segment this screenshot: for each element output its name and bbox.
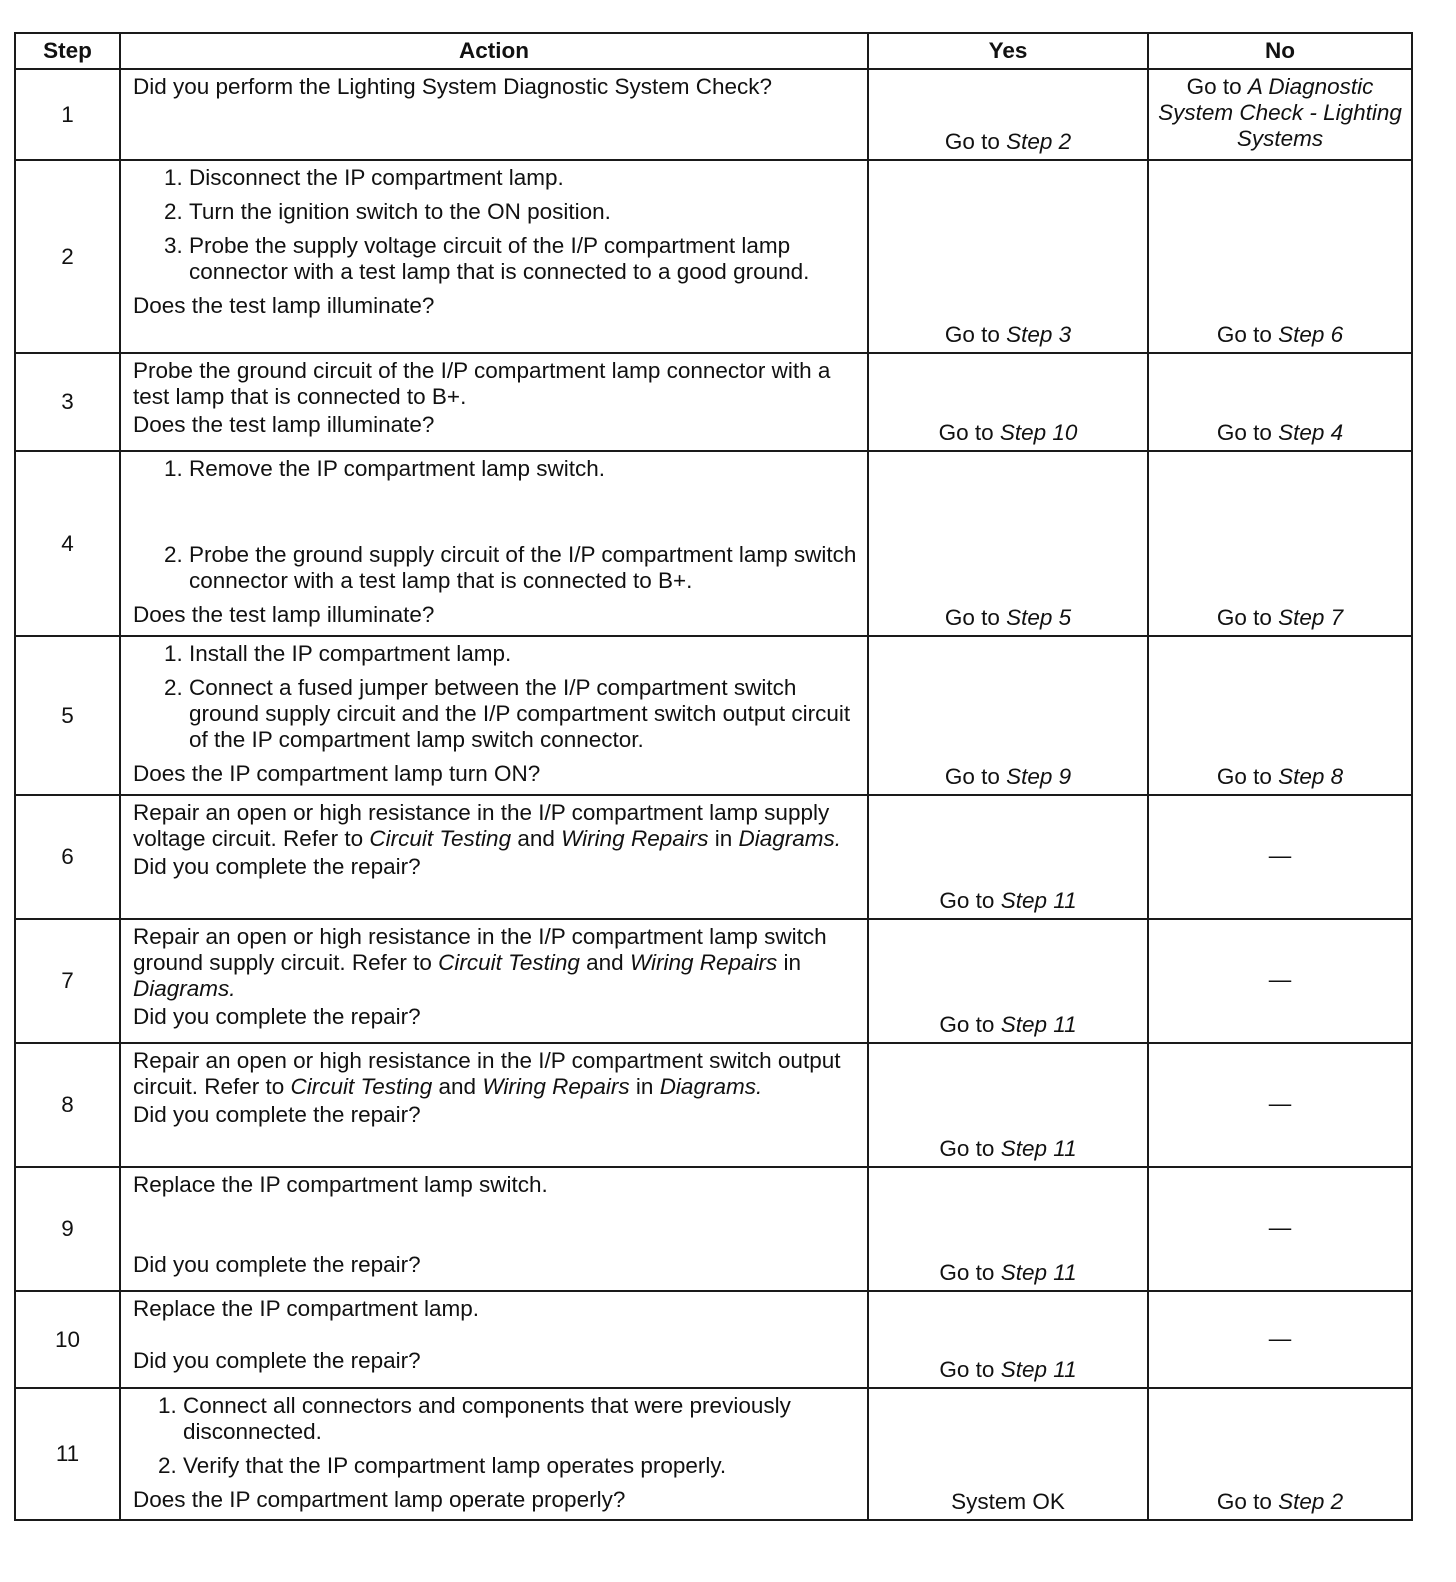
reference-circuit-testing: Circuit Testing [438, 950, 580, 975]
action-question: Did you complete the repair? [133, 1004, 421, 1029]
step-number: 9 [15, 1167, 120, 1291]
yes-step-link: Step 10 [999, 420, 1078, 445]
yes-prefix: Go to [939, 888, 1001, 913]
action-question: Did you complete the repair? [133, 854, 421, 879]
reference-diagrams: Diagrams. [659, 1074, 763, 1099]
diagnostic-table [14, 32, 1413, 1521]
no-cell: — [1148, 1167, 1412, 1291]
header-row [15, 33, 1412, 69]
reference-diagrams: Diagrams. [133, 976, 236, 1001]
yes-prefix: Go to [938, 420, 1000, 445]
no-prefix: Go to [1216, 1489, 1279, 1514]
action-cell [120, 919, 868, 1043]
action-cell [120, 636, 868, 795]
no-step-link: Step 7 [1278, 605, 1344, 630]
step-number: 2 [15, 160, 120, 353]
yes-prefix: Go to [939, 1260, 1001, 1285]
yes-prefix: Go to [944, 129, 1007, 154]
yes-cell [868, 1043, 1148, 1167]
step-number: 1 [15, 69, 120, 160]
table-row [15, 160, 1412, 353]
table-row [15, 1291, 1412, 1388]
yes-cell [868, 160, 1148, 353]
action-text-part: and [432, 1074, 483, 1099]
action-text: Replace the IP compartment lamp. [133, 1296, 480, 1321]
no-step-link: Step 2 [1278, 1489, 1344, 1514]
step-number: 8 [15, 1043, 120, 1167]
table-row [15, 636, 1412, 795]
yes-prefix: Go to [939, 1136, 1001, 1161]
reference-circuit-testing: Circuit Testing [369, 826, 512, 851]
action-text-part: Repair an open or high resistance in the I/P compartment lamp switch ground supply circuit. Refer to [133, 924, 827, 975]
action-text [133, 924, 857, 1002]
action-cell [120, 1291, 868, 1388]
action-list [133, 1393, 857, 1479]
action-question: Did you complete the repair? [133, 1348, 421, 1373]
action-text: Probe the ground circuit of the I/P compartment lamp connector with a test lamp that is connected to B+. [133, 358, 831, 409]
yes-step-link: Step 2 [1006, 129, 1072, 154]
header-no: No [1148, 33, 1412, 69]
action-text-part: in [629, 1074, 660, 1099]
action-item: 2. Verify that the IP compartment lamp operates properly. [183, 1453, 857, 1479]
no-prefix: Go to [1216, 605, 1279, 630]
action-list [133, 165, 857, 285]
yes-prefix: Go to [944, 764, 1007, 789]
action-item: 2. Probe the ground supply circuit of the I/P compartment lamp switch connector with a test lamp that is connected to B+. [189, 542, 857, 594]
no-prefix: Go to [1186, 74, 1248, 99]
yes-step-link: Step 11 [1000, 1136, 1077, 1161]
yes-step-link: Step 11 [1000, 888, 1077, 913]
action-cell [120, 1043, 868, 1167]
no-cell [1148, 160, 1412, 353]
yes-cell: System OK [868, 1388, 1148, 1520]
step-number: 5 [15, 636, 120, 795]
no-prefix: Go to [1216, 322, 1279, 347]
step-number: 4 [15, 451, 120, 636]
step-number: 10 [15, 1291, 120, 1388]
action-text: Did you perform the Lighting System Diagnostic System Check? [133, 74, 773, 99]
action-item: 1. Connect all connectors and components that were previously disconnected. [183, 1393, 857, 1445]
header-step: Step [15, 33, 120, 69]
reference-diagrams: Diagrams. [738, 826, 842, 851]
action-cell [120, 451, 868, 636]
table-row [15, 1388, 1412, 1520]
yes-cell [868, 1291, 1148, 1388]
action-cell [120, 353, 868, 451]
action-text-part: in [708, 826, 739, 851]
yes-cell [868, 636, 1148, 795]
yes-step-link: Step 11 [1000, 1260, 1077, 1285]
action-item: 3. Probe the supply voltage circuit of the I/P compartment lamp connector with a test lamp that is connected to a good ground. [189, 233, 857, 285]
reference-wiring-repairs: Wiring Repairs [482, 1074, 630, 1099]
yes-step-link: Step 9 [1006, 764, 1072, 789]
yes-step-link: Step 11 [1000, 1357, 1077, 1382]
action-question: Does the test lamp illuminate? [133, 293, 435, 318]
action-question: Does the test lamp illuminate? [133, 602, 435, 627]
action-text-part: and [579, 950, 630, 975]
action-cell [120, 160, 868, 353]
table-row [15, 353, 1412, 451]
no-cell [1148, 69, 1412, 160]
action-question: Did you complete the repair? [133, 1252, 421, 1277]
action-question: Did you complete the repair? [133, 1102, 421, 1127]
yes-step-link: Step 5 [1006, 605, 1072, 630]
action-text-part: in [777, 950, 802, 975]
no-step-link: Step 4 [1278, 420, 1344, 445]
header-action: Action [120, 33, 868, 69]
no-step-link: Step 8 [1278, 764, 1344, 789]
action-question: Does the test lamp illuminate? [133, 412, 435, 437]
action-list [133, 641, 857, 753]
reference-wiring-repairs: Wiring Repairs [561, 826, 709, 851]
action-item: 2. Turn the ignition switch to the ON position. [189, 199, 857, 225]
header-yes: Yes [868, 33, 1148, 69]
action-list [133, 456, 857, 594]
yes-step-link: Step 3 [1006, 322, 1072, 347]
table-row [15, 1043, 1412, 1167]
yes-prefix: Go to [944, 322, 1007, 347]
action-cell [120, 69, 868, 160]
table-row [15, 795, 1412, 919]
action-item: 1. Install the IP compartment lamp. [189, 641, 857, 667]
action-item: 1. Disconnect the IP compartment lamp. [189, 165, 857, 191]
action-cell [120, 795, 868, 919]
action-cell [120, 1388, 868, 1520]
action-text [133, 800, 857, 852]
action-text-part: and [511, 826, 562, 851]
yes-cell [868, 353, 1148, 451]
yes-cell [868, 919, 1148, 1043]
step-number: 6 [15, 795, 120, 919]
no-cell: — [1148, 1291, 1412, 1388]
action-text: Replace the IP compartment lamp switch. [133, 1172, 548, 1197]
no-cell [1148, 1388, 1412, 1520]
no-step-link: Step 6 [1278, 322, 1344, 347]
no-step-link: A Diagnostic System Check - Lighting Systems [1158, 74, 1402, 151]
action-text-part: Repair an open or high resistance in the I/P compartment lamp supply voltage circuit. Refer to [133, 800, 830, 851]
yes-cell [868, 795, 1148, 919]
no-cell [1148, 451, 1412, 636]
yes-cell [868, 69, 1148, 160]
action-item: 1. Remove the IP compartment lamp switch. [189, 456, 857, 482]
action-question: Does the IP compartment lamp turn ON? [133, 761, 541, 786]
step-number: 3 [15, 353, 120, 451]
yes-prefix: Go to [944, 605, 1007, 630]
action-cell [120, 1167, 868, 1291]
yes-step-link: Step 11 [1000, 1012, 1077, 1037]
step-number: 11 [15, 1388, 120, 1520]
step-number: 7 [15, 919, 120, 1043]
reference-wiring-repairs: Wiring Repairs [629, 950, 778, 975]
action-item: 2. Connect a fused jumper between the I/P compartment switch ground supply circuit and the I/P compartment switch output circuit of the IP compartment lamp switch connector. [189, 675, 857, 753]
action-text [133, 1048, 857, 1100]
no-prefix: Go to [1216, 420, 1279, 445]
table-row [15, 1167, 1412, 1291]
no-cell [1148, 636, 1412, 795]
yes-prefix: Go to [939, 1357, 1001, 1382]
yes-prefix: Go to [939, 1012, 1001, 1037]
yes-cell [868, 451, 1148, 636]
no-cell [1148, 353, 1412, 451]
no-cell: — [1148, 919, 1412, 1043]
no-prefix: Go to [1216, 764, 1279, 789]
no-cell: — [1148, 795, 1412, 919]
table-row [15, 451, 1412, 636]
yes-cell [868, 1167, 1148, 1291]
reference-circuit-testing: Circuit Testing [290, 1074, 433, 1099]
table-row [15, 919, 1412, 1043]
table-row [15, 69, 1412, 160]
action-question: Does the IP compartment lamp operate properly? [133, 1487, 626, 1512]
no-cell: — [1148, 1043, 1412, 1167]
action-text-part: Repair an open or high resistance in the I/P compartment switch output circuit. Refer to [133, 1048, 841, 1099]
